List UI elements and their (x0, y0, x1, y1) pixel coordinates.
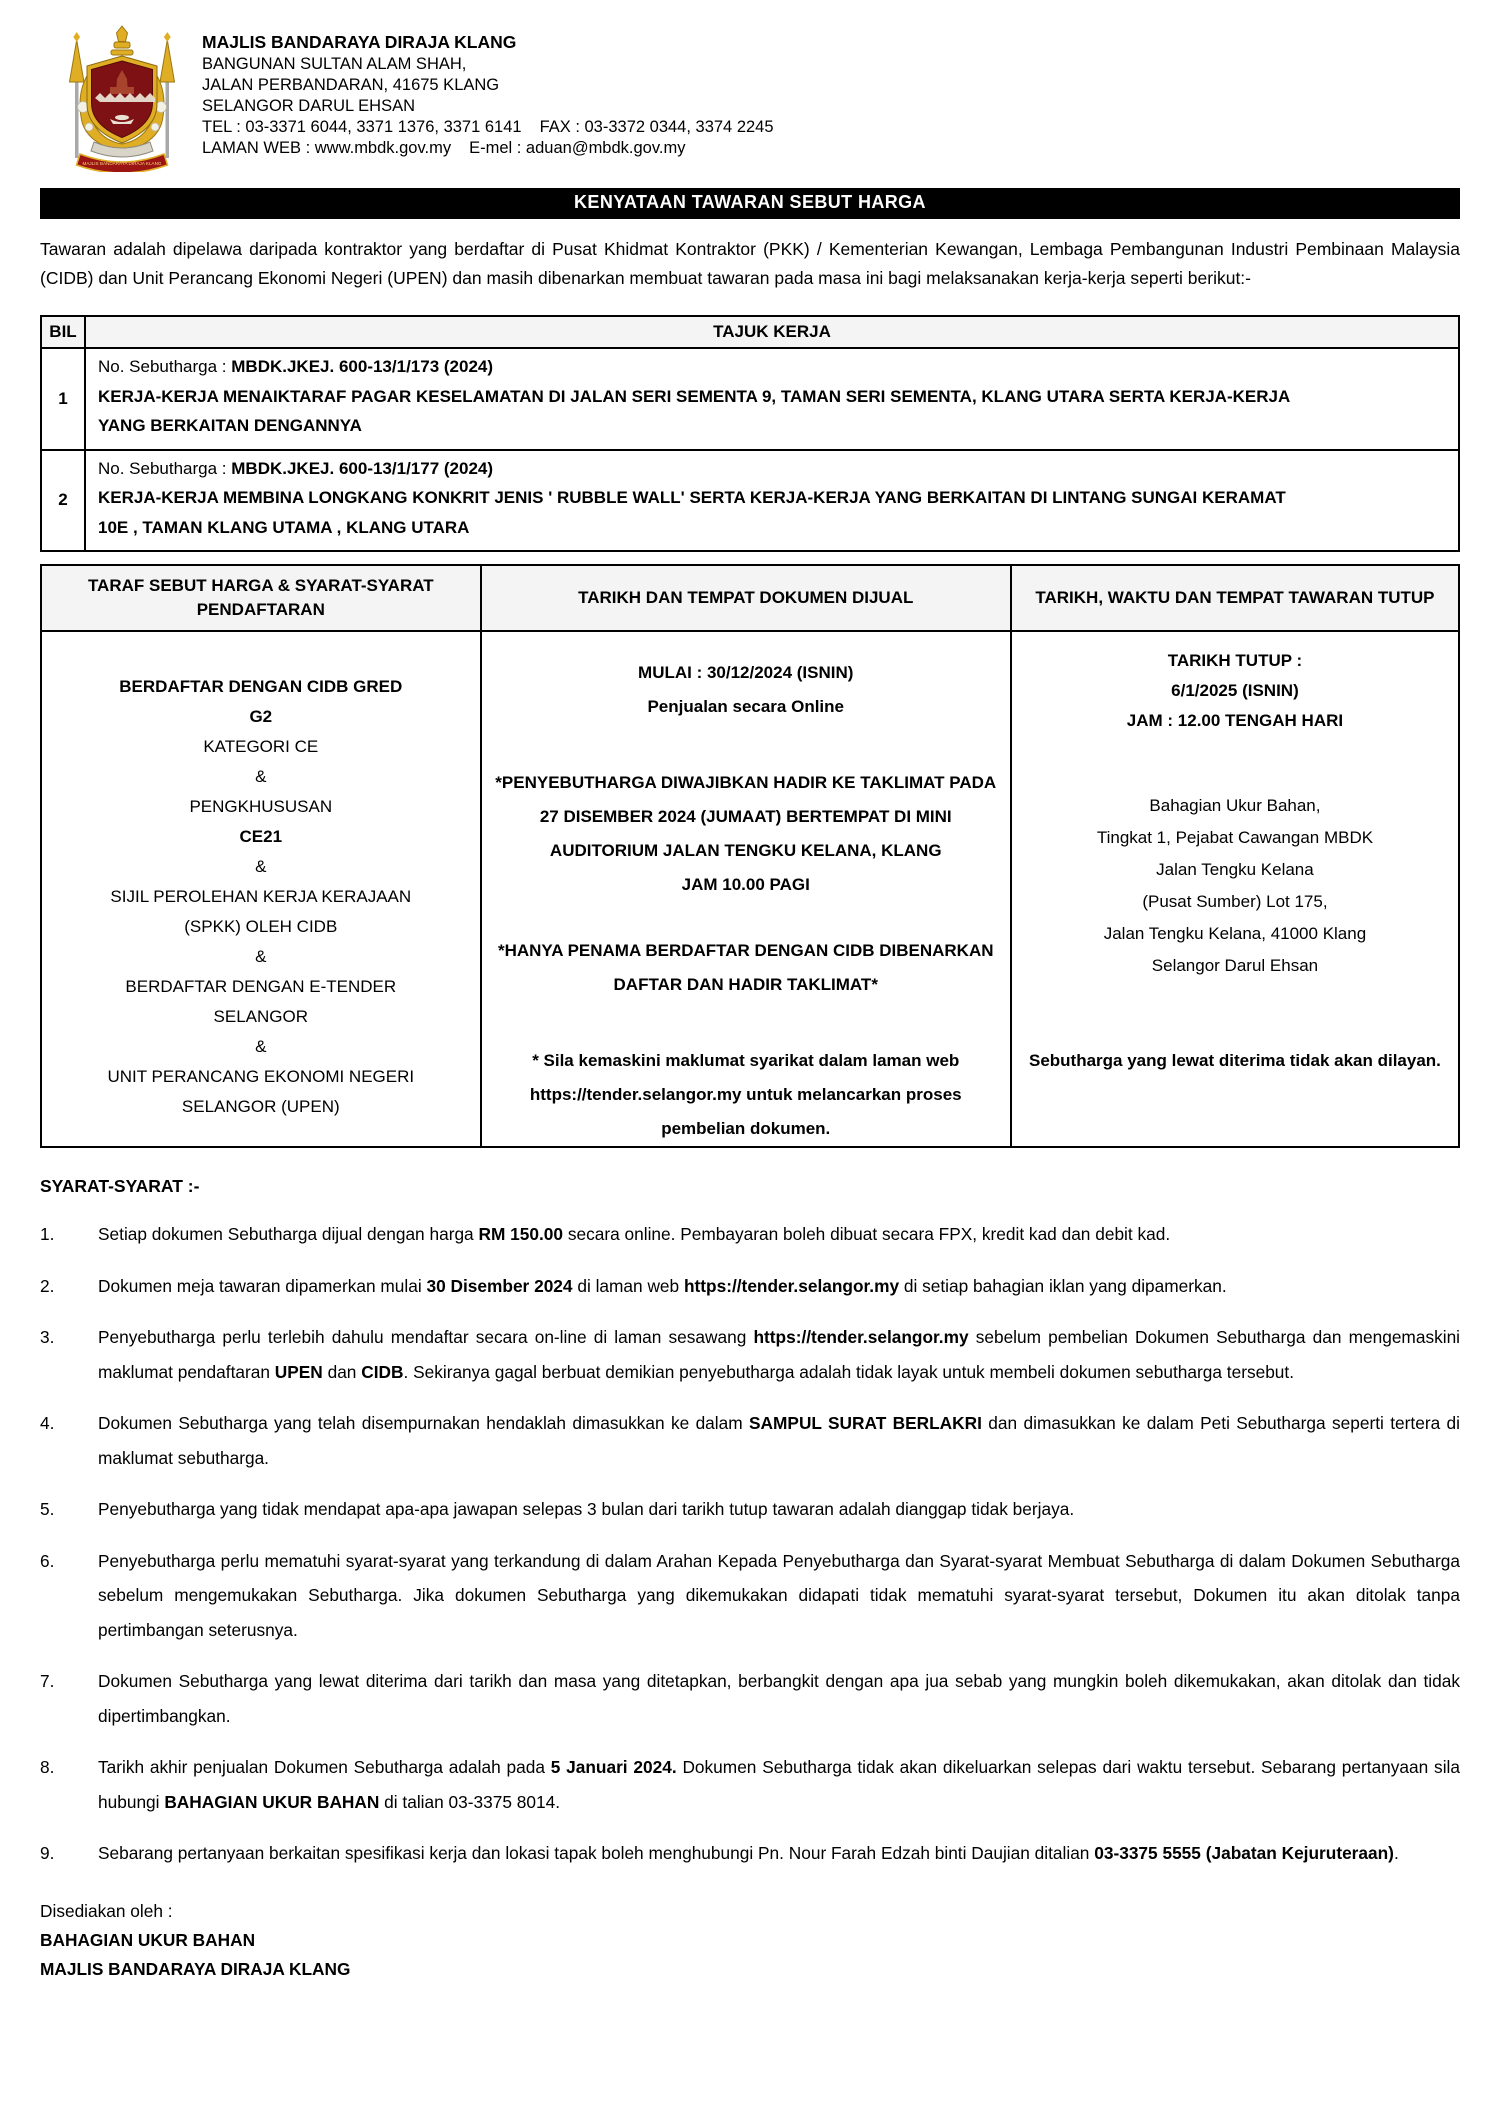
prepared-by-organization: MAJLIS BANDARAYA DIRAJA KLANG (40, 1958, 351, 1979)
job-2-number: 2 (41, 450, 85, 552)
document-sale-cell (481, 631, 1011, 1147)
org-web-line (202, 138, 774, 159)
crest-banner-text: MAJLIS BANDARAYA DIRAJA KLANG (82, 161, 162, 166)
condition-number: 4. (40, 1413, 55, 1433)
condition-number: 8. (40, 1757, 55, 1777)
late-submission-note: Sebutharga yang lewat diterima tidak akan dilayan. (1028, 1051, 1441, 1070)
job-1-title: KERJA-KERJA MENAIKTARAF PAGAR KESELAMATAN DI JALAN SERI SEMENTA 9, TAMAN SERI SEMENTA, KLANG UTARA SERTA KERJA-KERJA YANG BERKAITAN DENGANNYA (98, 386, 1290, 435)
job-2-title: KERJA-KERJA MEMBINA LONGKANG KONKRIT JENIS ' RUBBLE WALL' SERTA KERJA-KERJA YANG BERKAITAN DI LINTANG SUNGAI KERAMAT 10E , TAMAN KLANG UTAMA , KLANG UTARA (98, 488, 1286, 537)
condition-number: 7. (40, 1671, 55, 1691)
condition-number: 3. (40, 1327, 55, 1347)
intro-paragraph: Tawaran adalah dipelawa daripada kontraktor yang berdaftar di Pusat Khidmat Kontraktor (PKK) / Kementerian Kewangan, Lembaga Pembangunan Industri Pembinaan Malaysia (CIDB) dan Unit Perancang Ekonomi Negeri (UPEN) dan masih dibenarkan membuat tawaran pada masa ini bagi melaksanakan kerja-kerja seperti berikut:- (40, 239, 1460, 288)
org-tel: TEL : 03-3371 6044, 3371 1376, 3371 6141 (202, 118, 522, 136)
job-1-number: 1 (41, 348, 85, 450)
list-item (40, 1664, 1460, 1733)
condition-number: 1. (40, 1224, 55, 1244)
job-2-details (85, 450, 1459, 552)
submission-address: Bahagian Ukur Bahan, Tingkat 1, Pejabat Cawangan MBDK Jalan Tengku Kelana (Pusat Sumber) Lot 175, Jalan Tengku Kelana, 41000 Klang Selangor Darul Ehsan (1096, 796, 1374, 975)
org-address-line-3: SELANGOR DARUL EHSAN (202, 97, 416, 115)
condition-text: Penyebutharga perlu terlebih dahulu mendaftar secara on-line di laman sesawang https://tender.selangor.my sebelum pembelian Dokumen Sebutharga dan mengemaskini maklumat pendaftaran UPEN dan CIDB. Sekiranya gagal berbuat demikian penyebutharga adalah tidak layak untuk membeli dokumen sebutharga tersebut. (98, 1327, 1461, 1382)
org-address-line-2: JALAN PERBANDARAN, 41675 KLANG (202, 76, 500, 94)
prepared-by-department: BAHAGIAN UKUR BAHAN (40, 1929, 256, 1950)
job-2-ref (98, 454, 1446, 484)
jobs-col-tajuk-kerja: TAJUK KERJA (85, 316, 1459, 348)
info-col-tawaran-tutup: TARIKH, WAKTU DAN TEMPAT TAWARAN TUTUP (1011, 565, 1459, 631)
condition-text: Dokumen meja tawaran dipamerkan mulai 30 Disember 2024 di laman web https://tender.selangor.my di setiap bahagian iklan yang dipamerkan. (98, 1275, 1227, 1296)
list-item (40, 1492, 1460, 1527)
closing-date: TARIKH TUTUP : 6/1/2025 (ISNIN) JAM : 12.00 TENGAH HARI (1126, 651, 1344, 730)
table-row (41, 348, 1459, 450)
info-header-row (41, 565, 1459, 631)
job-2-ref-number: MBDK.JKEJ. 600-13/1/177 (2024) (231, 458, 494, 478)
job-1-ref (98, 352, 1446, 382)
org-phone-line (202, 117, 774, 138)
jobs-header-row (41, 316, 1459, 348)
table-row (41, 450, 1459, 552)
org-website: LAMAN WEB : www.mbdk.gov.my (202, 139, 452, 157)
list-item (40, 1269, 1460, 1304)
condition-text: Sebarang pertanyaan berkaitan spesifikasi kerja dan lokasi tapak boleh menghubungi Pn. Nour Farah Edzah binti Daujian ditalian 03-3375 5555 (Jabatan Kejuruteraan). (98, 1843, 1399, 1863)
registration-requirements-cell: BERDAFTAR DENGAN CIDB GRED G2 KATEGORI CE & PENGKHUSUSAN CE21 & SIJIL PEROLEHAN KERJA KERAJAAN (SPKK) OLEH CIDB & BERDAFTAR DENGAN E-TENDER SELANGOR & UNIT PERANCANG EKONOMI NEGERI SELANGOR (UPEN) (41, 631, 481, 1147)
condition-text: Setiap dokumen Sebutharga dijual dengan harga RM 150.00 secara online. Pembayaran boleh dibuat secara FPX, kredit kad dan debit kad. (98, 1224, 1171, 1244)
job-1-ref-label: No. Sebutharga : (98, 357, 232, 376)
org-address-line-1: BANGUNAN SULTAN ALAM SHAH, (202, 55, 467, 73)
condition-number: 6. (40, 1550, 55, 1571)
condition-number: 2. (40, 1275, 55, 1296)
list-item (40, 1217, 1460, 1252)
notice-title-bar: KENYATAAN TAWARAN SEBUT HARGA (40, 188, 1460, 219)
job-1-details (85, 348, 1459, 450)
condition-text: Penyebutharga perlu mematuhi syarat-syarat yang terkandung di dalam Arahan Kepada Penyebutharga dan Syarat-syarat Membuat Sebutharga di dalam Dokumen Sebutharga sebelum mengemukakan Sebutharga. Jika dokumen Sebutharga yang dikemukakan didapati tidak mematuhi syarat-syarat tersebut, Dokumen itu akan ditolak tanpa pertimbangan seterusnya. (98, 1550, 1460, 1640)
conditions-heading: SYARAT-SYARAT :- (40, 1176, 200, 1196)
prepared-by-block (40, 1897, 1460, 1984)
letterhead (40, 24, 1460, 182)
job-2-ref-label: No. Sebutharga : (98, 458, 232, 478)
info-col-taraf: TARAF SEBUT HARGA & SYARAT-SYARAT PENDAFTARAN (41, 565, 481, 631)
conditions-list (40, 1217, 1460, 1871)
condition-text: Penyebutharga yang tidak mendapat apa-apa jawapan selepas 3 bulan dari tarikh tutup tawaran adalah dianggap tidak berjaya. (98, 1499, 1075, 1519)
condition-text: Dokumen Sebutharga yang telah disempurnakan hendaklah dimasukkan ke dalam SAMPUL SURAT BERLAKRI dan dimasukkan ke dalam Peti Sebutharga seperti tertera di maklumat sebutharga. (98, 1413, 1460, 1468)
update-company-info-note: * Sila kemaskini maklumat syarikat dalam laman web https://tender.selangor.my untuk melancarkan proses pembelian dokumen. (529, 1051, 962, 1138)
list-item (40, 1750, 1460, 1819)
list-item (40, 1406, 1460, 1475)
job-1-ref-number: MBDK.JKEJ. 600-13/1/173 (2024) (231, 357, 494, 376)
letterhead-text (202, 24, 774, 159)
list-item (40, 1836, 1460, 1871)
closing-info-cell (1011, 631, 1459, 1147)
info-col-dokumen-dijual: TARIKH DAN TEMPAT DOKUMEN DIJUAL (481, 565, 1011, 631)
cidb-registration-note: *HANYA PENAMA BERDAFTAR DENGAN CIDB DIBENARKAN DAFTAR DAN HADIR TAKLIMAT* (497, 941, 994, 994)
org-fax: FAX : 03-3372 0344, 3374 2245 (539, 118, 774, 136)
briefing-requirement: *PENYEBUTHARGA DIWAJIBKAN HADIR KE TAKLIMAT PADA 27 DISEMBER 2024 (JUMAAT) BERTEMPAT DI MINI AUDITORIUM JALAN TENGKU KELANA, KLANG JAM 10.00 PAGI (495, 773, 997, 894)
condition-number: 5. (40, 1499, 55, 1519)
jobs-col-bil: BIL (41, 316, 85, 348)
prepared-by-label: Disediakan oleh : (40, 1900, 173, 1921)
list-item (40, 1544, 1460, 1648)
condition-text: Dokumen Sebutharga yang lewat diterima dari tarikh dan masa yang ditetapkan, berbangkit dengan apa jua sebab yang mungkin boleh dikemukakan, akan ditolak dan tidak dipertimbangkan. (98, 1671, 1460, 1726)
info-table (40, 564, 1460, 1148)
org-name: MAJLIS BANDARAYA DIRAJA KLANG (202, 32, 517, 52)
condition-text: Tarikh akhir penjualan Dokumen Sebutharga adalah pada 5 Januari 2024. Dokumen Sebutharga tidak akan dikeluarkan selepas dari waktu tersebut. Sebarang pertanyaan sila hubungi BAHAGIAN UKUR BAHAN di talian 03-3375 8014. (98, 1757, 1460, 1812)
condition-number: 9. (40, 1843, 55, 1863)
org-email: E-mel : aduan@mbdk.gov.my (469, 139, 686, 157)
mbdk-crest-logo (58, 24, 186, 172)
jobs-table (40, 315, 1460, 552)
sale-start: MULAI : 30/12/2024 (ISNIN) Penjualan secara Online (638, 663, 854, 716)
list-item (40, 1320, 1460, 1389)
info-body-row (41, 631, 1459, 1147)
